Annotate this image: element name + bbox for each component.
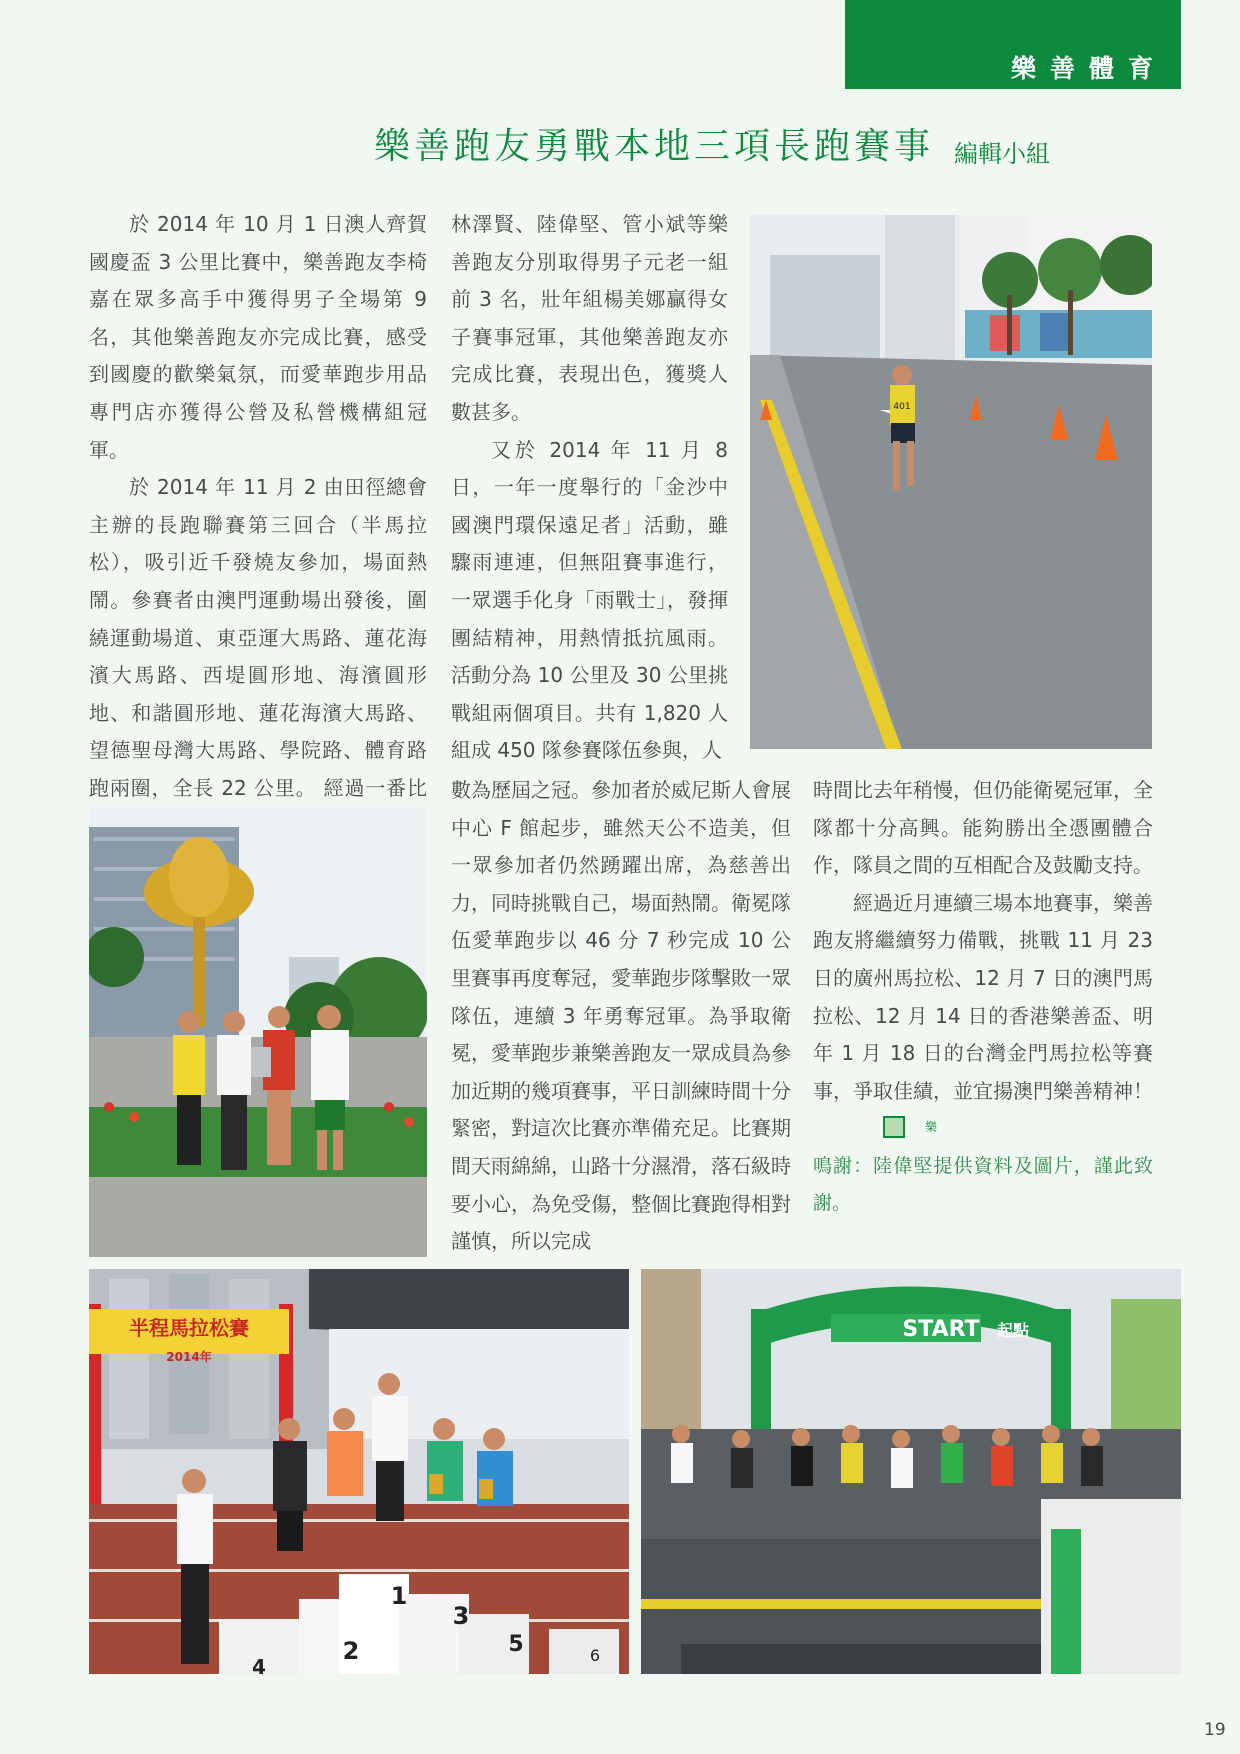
podium-step-6: 6 (589, 1646, 601, 1665)
start-arch-label: START (902, 1317, 980, 1342)
paragraph: 於 2014 年 11 月 2 由田徑總會主辦的長跑聯賽第三回合（半馬拉松），吸引近千發燒友參加，場面熱鬧。參賽者由澳門運動場出發後，圍繞運動場道、東亞運大馬路、蓮花海濱大馬路、西堤圓形地、海濱圓形地、和諧圓形地、蓮花海濱大馬路、望德聖母灣大馬路、學院路、體育路跑兩圈，全長 22 公里。 經過一番比 (89, 475, 427, 800)
podium-step-3: 3 (452, 1602, 470, 1630)
charity-emblem-icon: 樂 (883, 1116, 905, 1138)
runner-bib: 401 (893, 402, 911, 412)
page-number: 19 (1204, 1720, 1226, 1740)
start-arch-label-zh: 起點 (996, 1321, 1030, 1340)
text-column-2-continued (451, 772, 791, 1261)
photo-podium-image (89, 1269, 629, 1674)
photo-runner-road-image (750, 215, 1152, 749)
acknowledgement: 鳴謝：陸偉堅提供資料及圖片，謹此致謝。 (813, 1154, 1153, 1214)
paragraph: 林澤賢、陸偉堅、管小斌等樂善跑友分別取得男子元老一組前 3 名，壯年組楊美娜贏得女子賽事冠軍，其他樂善跑友亦完成比賽，表現出色，獲獎人數甚多。 (451, 212, 728, 424)
photo-trophy-group-image (89, 807, 427, 1257)
text-column-2 (451, 206, 728, 770)
photo-trophy-group (89, 807, 427, 1257)
section-tab (845, 0, 1181, 89)
photo-start-line-image (641, 1269, 1181, 1674)
photo-podium (89, 1269, 629, 1674)
podium-step-5: 5 (508, 1632, 524, 1657)
podium-banner-year: 2014年 (166, 1350, 212, 1364)
podium-banner-title: 半程馬拉松賽 (129, 1316, 249, 1340)
paragraph: 時間比去年稍慢，但仍能衛冕冠軍，全隊都十分高興。能夠勝出全憑團體合作，隊員之間的互相配合及鼓勵支持。 (813, 778, 1153, 878)
photo-start-line (641, 1269, 1181, 1674)
paragraph: 又於 2014 年 11 月 8 日，一年一度舉行的「金沙中國澳門環保遠足者」活動，雖驟雨連連，但無阻賽事進行，一眾選手化身「雨戰士」，發揮團結精神，用熱情抵抗風雨。活動分為 10 公里及 30 公里挑戰組兩個項目。共有 1,820 人組成 450 隊參賽隊伍參與，人 (451, 437, 728, 763)
text-column-3 (813, 772, 1153, 1222)
paragraph-text: 經過近月連續三場本地賽事，樂善跑友將繼續努力備戰，挑戰 11 月 23 日的廣州馬拉松、12 月 7 日的澳門馬拉松、12 月 14 日的香港樂善盃、明年 1 月 18 日的台灣金門馬拉松等賽事，爭取佳績，並宜揚澳門樂善精神！ (813, 890, 1153, 1103)
section-label: 樂善體育 (1010, 54, 1167, 83)
paragraph (813, 885, 1153, 1148)
paragraph: 數為歷屆之冠。參加者於威尼斯人會展中心 F 館起步，雖然天公不造美，但一眾參加者仍然踴躍出席，為慈善出力，同時挑戰自己，場面熱鬧。衛冕隊伍愛華跑步以 46 分 7 秒完成 10 公里賽事再度奪冠，愛華跑步隊擊敗一眾隊伍，連續 3 年勇奪冠軍。為爭取衛冕，愛華跑步兼樂善跑友一眾成員為參加近期的幾項賽事，平日訓練時間十分緊密，對這次比賽亦準備充足。比賽期間天雨綿綿，山路十分濕滑，落石級時要小心，為免受傷，整個比賽跑得相對謹慎，所以完成 (451, 778, 791, 1254)
podium-step-4: 4 (252, 1655, 266, 1674)
article-byline: 編輯小組 (954, 140, 1050, 168)
podium-step-1: 1 (390, 1582, 408, 1610)
text-column-1 (89, 206, 427, 845)
podium-step-2: 2 (342, 1637, 360, 1665)
article-title: 樂善跑友勇戰本地三項長跑賽事 (374, 126, 935, 167)
photo-runner-road (750, 215, 1152, 749)
paragraph: 於 2014 年 10 月 1 日澳人齊賀國慶盃 3 公里比賽中，樂善跑友李椅嘉在眾多高手中獲得男子全場第 9 名，其他樂善跑友亦完成比賽，感受到國慶的歡樂氣氛，而愛華跑步用品專門店亦獲得公營及私營機構組冠軍。 (89, 212, 427, 462)
